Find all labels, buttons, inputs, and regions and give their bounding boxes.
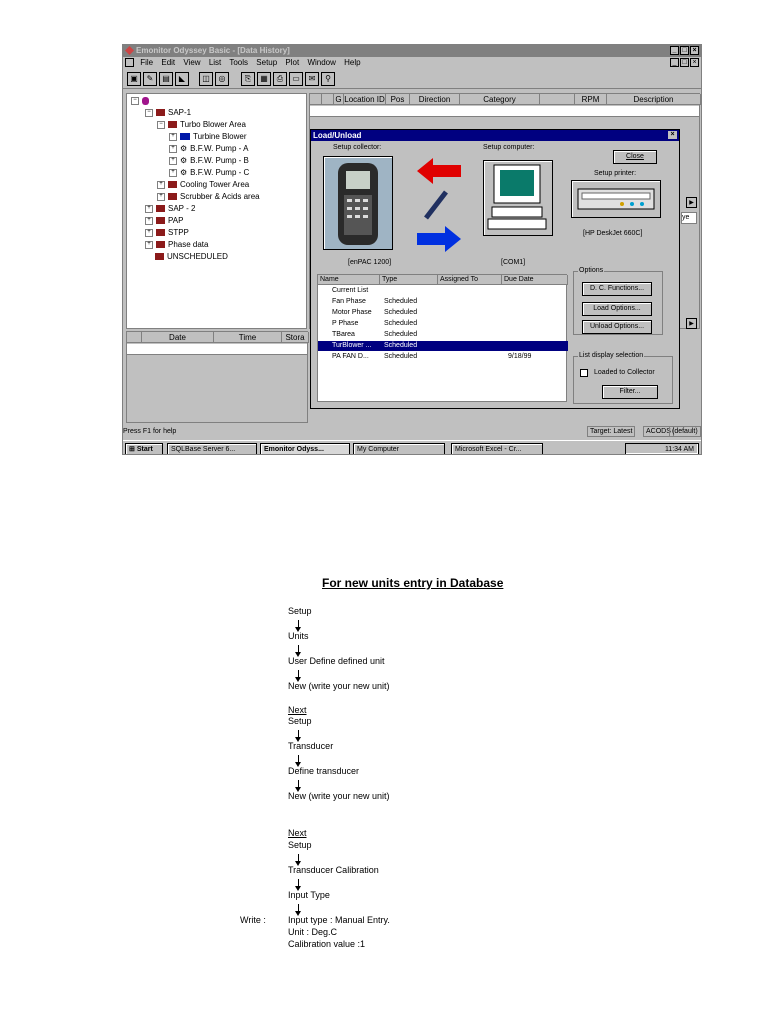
- close-button[interactable]: ×: [690, 46, 699, 55]
- tree-item-bfw-pump-b[interactable]: + ⚙ B.F.W. Pump - B: [169, 156, 249, 165]
- computer-port: [COM1]: [501, 259, 526, 266]
- loaded-to-collector-checkbox[interactable]: [580, 369, 588, 377]
- pump-icon: ⚙: [180, 144, 188, 153]
- toolbar: [123, 70, 701, 89]
- scroll-right-icon[interactable]: ▶: [686, 197, 697, 208]
- doc-close-button[interactable]: ×: [690, 58, 699, 67]
- taskbar: [123, 440, 701, 455]
- grid-col-header: [322, 94, 334, 105]
- toolbar-folder-icon[interactable]: ▭: [289, 72, 303, 86]
- grid-col-pos[interactable]: Pos: [386, 94, 410, 105]
- step-transducer: Transducer: [288, 741, 334, 751]
- status-db: ACODS: [643, 426, 674, 437]
- step-define-transducer: Define transducer: [288, 766, 360, 776]
- tree-item-sap2[interactable]: + SAP - 2: [145, 204, 195, 213]
- menu-view[interactable]: View: [183, 58, 201, 67]
- task-emonitor[interactable]: Emonitor Odyss...: [260, 443, 350, 455]
- app-screenshot: [122, 44, 702, 455]
- tree-item-sap1[interactable]: − SAP-1: [145, 108, 191, 117]
- folder-icon: [168, 121, 177, 128]
- task-my-computer[interactable]: My Computer: [353, 443, 445, 455]
- list-col-name[interactable]: Name: [318, 275, 380, 285]
- task-excel[interactable]: Microsoft Excel - Cr...: [451, 443, 543, 455]
- history-grid-header: [127, 332, 307, 344]
- start-button[interactable]: ⊞ Start: [125, 443, 163, 455]
- step-setup-2: Setup: [288, 716, 312, 726]
- next-label-2: Next: [288, 828, 307, 838]
- list-item[interactable]: TBarea Scheduled: [332, 331, 418, 338]
- collector-button[interactable]: [323, 156, 393, 250]
- task-sqlbase[interactable]: SQLBase Server 6...: [167, 443, 257, 455]
- grid-col-spacer: [540, 94, 575, 105]
- computer-button[interactable]: [483, 160, 553, 236]
- setup-computer-label: Setup computer:: [483, 144, 535, 151]
- grid-col-direction[interactable]: Direction: [410, 94, 460, 105]
- down-arrow-icon: [298, 730, 299, 740]
- step-user-define: User Define defined unit: [288, 656, 385, 666]
- tree-root[interactable]: −: [131, 96, 149, 105]
- collector-name: [enPAC 1200]: [348, 259, 392, 266]
- list-item[interactable]: Current List: [332, 287, 369, 294]
- toolbar-paste-icon[interactable]: ▦: [257, 72, 271, 86]
- windows-logo-icon: ⊞: [129, 446, 135, 453]
- options-label: Options: [579, 267, 604, 274]
- toolbar-copy-icon[interactable]: ⎘: [241, 72, 255, 86]
- step-new-transducer: New (write your new unit): [288, 791, 390, 801]
- step-input-type: Input Type: [288, 890, 330, 900]
- grid-row[interactable]: [310, 106, 699, 117]
- printer-name: [HP DeskJet 660C]: [583, 230, 643, 237]
- database-icon: [142, 97, 149, 105]
- tree-item-phase-data[interactable]: + Phase data: [145, 240, 208, 249]
- cable-icon: [424, 190, 448, 220]
- window-title: Emonitor Odyssey Basic - [Data History]: [136, 46, 290, 55]
- list-col-due[interactable]: Due Date: [502, 275, 568, 285]
- tree-item-bfw-pump-c[interactable]: + ⚙ B.F.W. Pump - C: [169, 168, 249, 177]
- dialog-close-icon[interactable]: ×: [668, 131, 677, 139]
- grid-row-header: [310, 94, 322, 105]
- list-col-type[interactable]: Type: [380, 275, 438, 285]
- down-arrow-icon: [298, 645, 299, 655]
- step-transducer-calibration: Transducer Calibration: [288, 865, 379, 875]
- folder-icon: [156, 109, 165, 116]
- tree-item-stpp[interactable]: + STPP: [145, 228, 189, 237]
- list-item[interactable]: Fan Phase Scheduled: [332, 298, 418, 305]
- grid-col-description[interactable]: Description: [607, 94, 701, 105]
- menu-window[interactable]: Window: [307, 58, 336, 67]
- list-item[interactable]: P Phase Scheduled: [332, 320, 418, 327]
- write-label: Write :: [240, 915, 266, 925]
- final-calibration: Calibration value :1: [288, 939, 366, 949]
- list-item-selected[interactable]: TurBlower ... Scheduled: [318, 341, 568, 351]
- status-help-text: Press F1 for help: [123, 428, 177, 435]
- pump-icon: ⚙: [180, 156, 188, 165]
- grid-partial-field: ye: [681, 212, 697, 224]
- scroll-right-icon-2[interactable]: ▶: [686, 318, 697, 329]
- app-icon: [125, 46, 134, 55]
- tree-item-cooling-tower[interactable]: + Cooling Tower Area: [157, 180, 249, 189]
- printer-button[interactable]: [571, 180, 661, 218]
- doc-window-controls: [669, 58, 699, 70]
- menu-edit[interactable]: Edit: [161, 58, 176, 67]
- folder-icon: [156, 205, 165, 212]
- next-label: Next: [288, 705, 307, 715]
- folder-icon: [168, 181, 177, 188]
- grid-col-category[interactable]: Category: [460, 94, 540, 105]
- grid-header: [310, 94, 699, 106]
- toolbar-load-icon[interactable]: ◫: [199, 72, 213, 86]
- toolbar-list-icon[interactable]: ▤: [159, 72, 173, 86]
- folder-icon: [155, 253, 164, 260]
- grid-col-location-id[interactable]: Location ID: [344, 95, 385, 104]
- setup-collector-label: Setup collector:: [333, 144, 382, 151]
- filter-button[interactable]: Filter...: [602, 385, 658, 399]
- doc-heading: For new units entry in Database: [322, 576, 504, 590]
- doc-icon: [125, 58, 134, 67]
- tree-item-bfw-pump-a[interactable]: + ⚙ B.F.W. Pump - A: [169, 144, 248, 153]
- down-arrow-icon: [298, 904, 299, 914]
- close-dialog-button[interactable]: Close: [613, 150, 657, 164]
- down-arrow-icon: [298, 879, 299, 889]
- history-row[interactable]: [127, 344, 307, 355]
- list-view: [317, 274, 567, 402]
- step-units: Units: [288, 631, 309, 641]
- location-tree: [126, 93, 307, 329]
- step-setup-3: Setup: [288, 840, 312, 850]
- loaded-to-collector-label: Loaded to Collector: [594, 369, 655, 376]
- final-input-type: Input type : Manual Entry.: [288, 915, 390, 925]
- status-target: Target: Latest: [587, 426, 635, 437]
- folder-icon: [156, 241, 165, 248]
- collector-device-icon: [324, 157, 392, 249]
- folder-icon: [168, 193, 177, 200]
- menu-help[interactable]: Help: [344, 58, 361, 67]
- maximize-button[interactable]: □: [680, 46, 689, 55]
- down-arrow-icon: [298, 755, 299, 765]
- grid-col-rpm[interactable]: RPM: [575, 94, 607, 105]
- dialog-title-bar: [311, 130, 679, 141]
- options-group: [573, 267, 663, 335]
- status-bar: [123, 426, 701, 437]
- toolbar-new-icon[interactable]: ▣: [127, 72, 141, 86]
- minimize-button[interactable]: _: [670, 46, 679, 55]
- final-unit: Unit : Deg.C: [288, 927, 338, 937]
- history-col-time[interactable]: Time: [214, 332, 282, 343]
- tree-item-turbine-blower[interactable]: + Turbine Blower: [169, 132, 247, 141]
- history-grid: [126, 331, 308, 423]
- down-arrow-icon: [298, 780, 299, 790]
- machine-icon: [180, 133, 190, 140]
- list-display-label: List display selection: [579, 352, 644, 359]
- tree-item-unscheduled[interactable]: UNSCHEDULED: [155, 252, 228, 261]
- history-row-header: [127, 332, 142, 343]
- clock: 11:34 AM: [664, 446, 694, 453]
- pump-icon: ⚙: [180, 168, 188, 177]
- step-new-unit: New (write your new unit): [288, 681, 390, 691]
- down-arrow-icon: [298, 670, 299, 680]
- toolbar-collector-icon[interactable]: ◎: [215, 72, 229, 86]
- load-unload-dialog: [310, 129, 680, 409]
- dialog-title: Load/Unload: [313, 131, 362, 140]
- doc-restore-button[interactable]: □: [680, 58, 689, 67]
- tree-item-pap[interactable]: + PAP: [145, 216, 183, 225]
- list-display-group: [573, 352, 673, 404]
- step-setup: Setup: [288, 606, 312, 616]
- tree-item-turbo-blower-area[interactable]: − Turbo Blower Area: [157, 120, 246, 129]
- folder-icon: [156, 229, 165, 236]
- menu-file[interactable]: File: [140, 58, 154, 67]
- down-arrow-icon: [298, 854, 299, 864]
- list-col-assigned[interactable]: Assigned To: [438, 275, 502, 285]
- menu-tools[interactable]: Tools: [229, 58, 249, 67]
- down-arrow-icon: [298, 620, 299, 630]
- history-col-storage[interactable]: Stora: [282, 332, 309, 343]
- toolbar-print-icon[interactable]: ⎙: [273, 72, 287, 86]
- download-arrow-icon: [417, 226, 461, 252]
- dc-functions-button[interactable]: D. C. Functions...: [582, 282, 652, 296]
- menu-setup[interactable]: Setup: [256, 58, 278, 67]
- folder-icon: [156, 217, 165, 224]
- toolbar-mail-icon[interactable]: ✉: [305, 72, 319, 86]
- toolbar-plot-icon[interactable]: ◣: [175, 72, 189, 86]
- load-options-button[interactable]: Load Options...: [582, 302, 652, 316]
- toolbar-search-icon[interactable]: ⚲: [321, 72, 335, 86]
- title-bar: [123, 45, 701, 57]
- list-item[interactable]: Motor Phase Scheduled: [332, 309, 418, 316]
- tree-item-scrubber[interactable]: + Scrubber & Acids area: [157, 192, 260, 201]
- toolbar-edit-icon[interactable]: ✎: [143, 72, 157, 86]
- system-tray: [625, 443, 699, 455]
- menu-plot[interactable]: Plot: [285, 58, 300, 67]
- setup-printer-label: Setup printer:: [594, 170, 637, 177]
- printer-icon: [572, 181, 660, 217]
- doc-minimize-button[interactable]: _: [670, 58, 679, 67]
- grid-col-g[interactable]: G: [334, 94, 344, 105]
- computer-icon: [484, 161, 552, 235]
- menu-bar: [123, 57, 701, 69]
- upload-arrow-icon: [417, 158, 461, 184]
- menu-list[interactable]: List: [208, 58, 222, 67]
- unload-options-button[interactable]: Unload Options...: [582, 320, 652, 334]
- history-col-date[interactable]: Date: [142, 332, 214, 343]
- list-item[interactable]: PA FAN D... Scheduled 9/18/99: [332, 353, 532, 360]
- status-profile: (default): [669, 426, 701, 437]
